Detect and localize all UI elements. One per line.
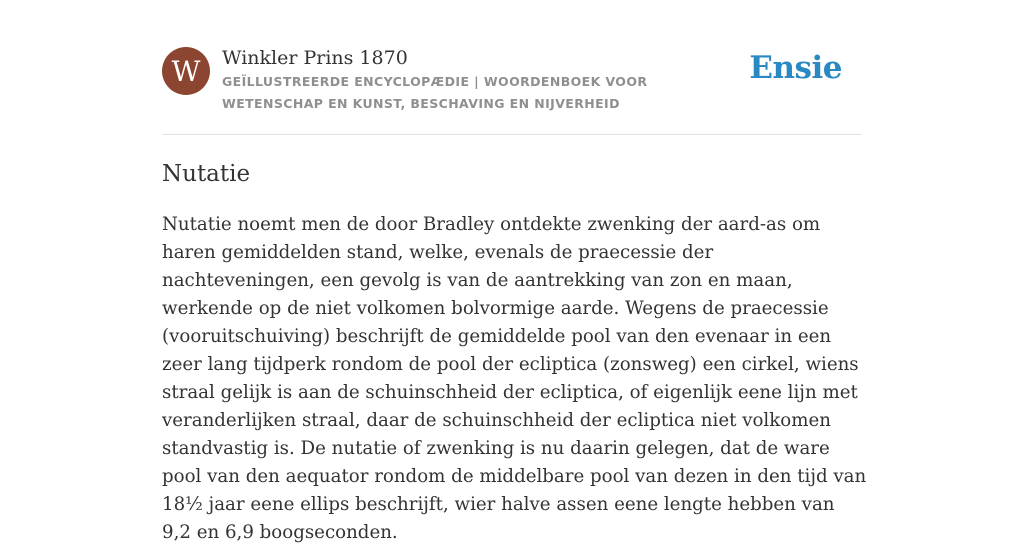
article-body: Nutatie noemt men de door Bradley ontdekte zwenking der aard-as om haren gemiddelden stand, welke, evenals de praecessie der nachteveningen, een gevolg is van de aantrekking van zon en maan, werkende op de niet volkomen bolvormige aarde. Wegens de praecessie (vooruitschuiving) beschrijft de gemiddelde pool van den evenaar in een zeer lang tijdperk rondom de pool der ecliptica (zonsweg) een cirkel, wiens straal gelijk is aan de schuinschheid der ecliptica, of eigenlijk eene lijn met veranderlijken straal, daar de schuinschheid der ecliptica niet volkomen standvastig is. De nutatie of zwenking is nu daarin gelegen, dat de ware pool van den aequator rondom de middelbare pool van dezen in den tijd van 18½ jaar eene ellips beschrijft, wier halve assen eene lengte hebben van 9,2 en 6,9 boogseconden.: [162, 214, 867, 543]
source-avatar[interactable]: W: [162, 47, 210, 95]
article-title: Nutatie: [162, 161, 251, 187]
source-info: [222, 44, 752, 115]
source-header: [162, 44, 862, 135]
ensie-logo[interactable]: Ensie: [749, 50, 842, 86]
source-title[interactable]: Winkler Prins 1870: [222, 47, 408, 69]
source-subtitle: GEÏLLUSTREERDE ENCYCLOPÆDIE | WOORDENBOEK VOOR WETENSCHAP EN KUNST, BESCHAVING EN NIJVERHEID: [222, 74, 648, 111]
page-container: [162, 44, 867, 547]
